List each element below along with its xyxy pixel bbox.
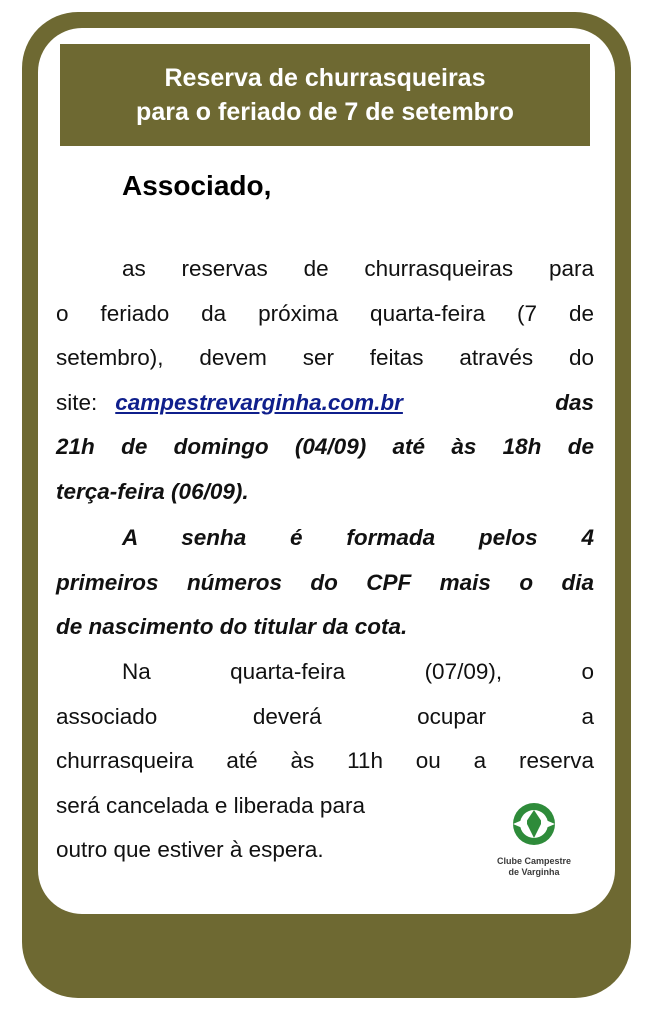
p3-line-1 [56,650,594,695]
site-link[interactable]: campestrevarginha.com.br [115,389,403,415]
p3-line-4: será cancelada e liberada para [56,792,365,818]
p3-line-5: outro que estiver à espera. [56,837,324,862]
p1-line-2: o feriado da próxima quarta-feira (7 de [56,300,594,326]
logo-line-1: Clube Campestre [496,856,572,866]
header-line-1: Reserva de churrasqueiras [164,64,486,92]
site-label: site: [56,389,98,415]
notice-header [60,44,590,146]
greeting: Associado, [122,170,272,201]
p2-line-3: de nascimento do titular da cota. [56,614,408,639]
p2-line-2: primeiros números do CPF mais o dia [56,569,594,595]
header-line-2: para o feriado de 7 de setembro [136,98,514,126]
p1-line-1: as reservas de churrasqueiras para [122,256,594,281]
paragraph-password [56,516,594,650]
club-logo [494,800,574,884]
p3-line-2: associado deverá ocupar a [56,703,594,729]
p1-line-5: 21h de domingo (04/09) até às 18h de [56,434,594,459]
p3-line-3: churrasqueira até às 11h ou a reserva [56,748,594,773]
p1-line-4 [56,381,594,426]
p1-line-6: terça-feira (06/09). [56,478,249,504]
club-emblem-icon [494,800,574,884]
p2-line-1: A senha é formada pelos 4 [122,525,594,550]
p3-line-1-text: Na quarta-feira (07/09), o [122,659,594,684]
das-label: das [555,389,594,415]
p1-line-3: setembro), devem ser feitas através do [56,345,594,370]
logo-line-2: de Varginha [508,867,560,877]
paragraph-reservations [56,247,594,514]
